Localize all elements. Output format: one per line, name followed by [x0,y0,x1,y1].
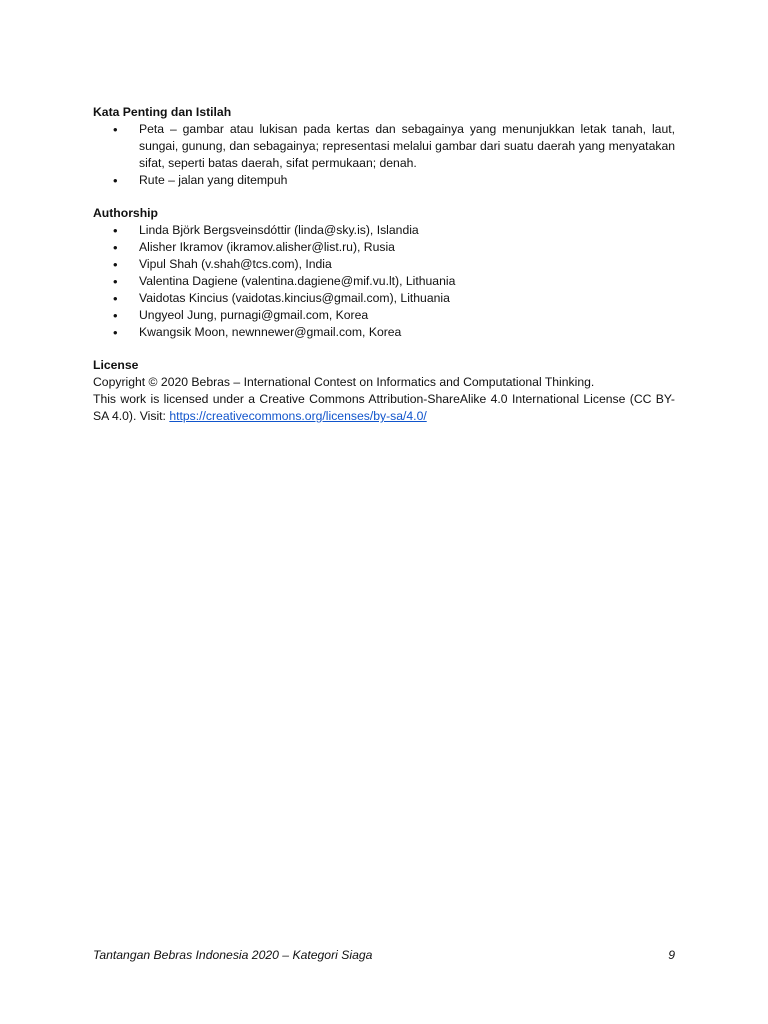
author-text: Vaidotas Kincius (vaidotas.kincius@gmail.com), Lithuania [139,291,450,305]
bullet-icon: • [113,308,118,323]
authorship-list [93,222,675,341]
author-text: Ungyeol Jung, purnagi@gmail.com, Korea [139,308,369,322]
license-link[interactable]: https://creativecommons.org/licenses/by-sa/4.0/ [169,409,427,423]
author-text: Linda Björk Bergsveinsdóttir (linda@sky.is), Islandia [139,223,419,237]
bullet-icon: • [113,240,118,255]
list-item [93,290,675,307]
bullet-icon: • [113,291,118,306]
list-item [93,307,675,324]
license-text: This work is licensed under a Creative Commons Attribution-ShareAlike 4.0 International License (CC BY-SA 4.0). Visit: [93,392,675,423]
document-body [93,104,675,425]
list-item [93,324,675,341]
footer-title: Tantangan Bebras Indonesia 2020 – Kategori Siaga [93,948,373,962]
bullet-icon: • [113,257,118,272]
list-item [93,239,675,256]
list-item [93,256,675,273]
author-text: Alisher Ikramov (ikramov.alisher@list.ru), Rusia [139,240,395,254]
bullet-icon: • [113,173,118,188]
page-number: 9 [668,948,675,962]
author-text: Valentina Dagiene (valentina.dagiene@mif.vu.lt), Lithuania [139,274,456,288]
bullet-icon: • [113,223,118,238]
bullet-icon: • [113,325,118,340]
author-text: Kwangsik Moon, newnnewer@gmail.com, Korea [139,325,402,339]
bullet-icon: • [113,274,118,289]
authorship-heading: Authorship [93,206,158,220]
list-item [93,222,675,239]
copyright-text: Copyright © 2020 Bebras – International Contest on Informatics and Computational Thinking. [93,375,595,389]
list-item [93,172,675,189]
license-paragraph [93,391,675,425]
author-text: Vipul Shah (v.shah@tcs.com), India [139,257,332,271]
page-footer [93,947,675,964]
list-item [93,273,675,290]
keywords-list [93,121,675,189]
keyword-text: Rute – jalan yang ditempuh [139,173,288,187]
keywords-heading: Kata Penting dan Istilah [93,105,232,119]
bullet-icon: • [113,122,118,137]
keyword-text: Peta – gambar atau lukisan pada kertas dan sebagainya yang menunjukkan letak tanah, laut, sungai, gunung, dan sebagainya; representasi melalui gambar dari suatu daerah yang menyatakan sifat, seperti batas daerah, sifat permukaan; denah. [139,122,675,170]
license-heading: License [93,358,139,372]
list-item [93,121,675,172]
